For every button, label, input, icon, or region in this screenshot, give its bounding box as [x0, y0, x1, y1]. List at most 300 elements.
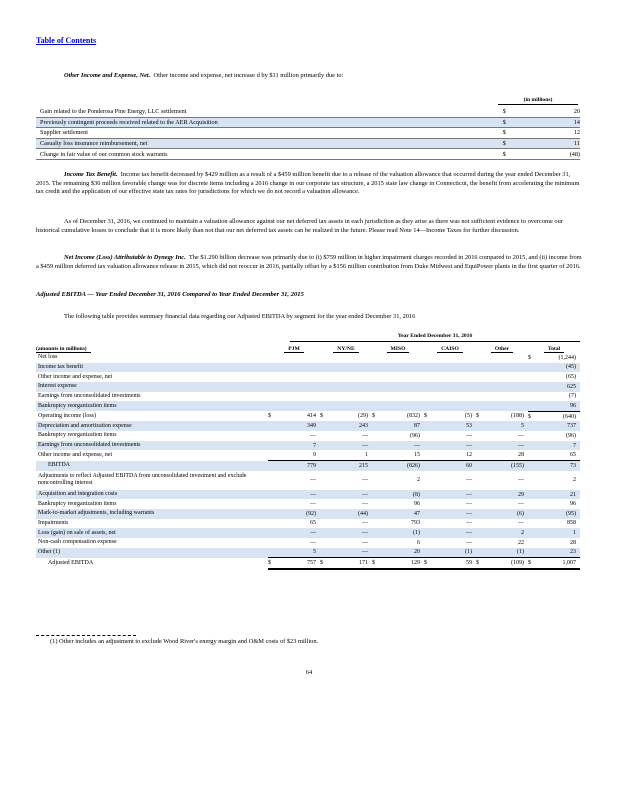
cell-pjm — [278, 382, 320, 392]
currency-symbol — [372, 538, 382, 548]
currency-symbol — [528, 401, 538, 411]
col-header-total: Total — [528, 344, 580, 353]
cell-miso: (96) — [410, 432, 420, 439]
row-label: Other income and expense, net — [38, 373, 113, 380]
currency-symbol — [424, 471, 434, 490]
currency-symbol — [528, 471, 538, 490]
table-of-contents-link[interactable]: Table of Contents — [36, 36, 97, 45]
footnote: (1) Other includes an adjustment to exclude Wood River's energy margin and O&M costs of $23 million. — [50, 638, 319, 645]
currency-symbol — [320, 499, 330, 509]
cell-pjm: 414 — [307, 413, 316, 420]
cell-nyne: — — [330, 528, 372, 538]
cell-total: (45) — [538, 363, 580, 373]
currency-symbol — [528, 372, 538, 382]
table-row — [36, 509, 580, 519]
cell-nyne: 243 — [330, 421, 372, 431]
other-income-unit: (in millions) — [498, 97, 578, 105]
currency-symbol: $ — [503, 107, 526, 117]
currency-symbol — [528, 450, 538, 460]
col-header-miso: MISO — [372, 344, 424, 353]
row-label: Income tax benefit — [36, 363, 268, 373]
currency-symbol — [476, 490, 486, 500]
cell-nyne: — — [330, 548, 372, 558]
row-label: Adjusted EBITDA — [48, 559, 94, 566]
table-row — [36, 353, 580, 363]
cell-miso — [382, 363, 424, 373]
cell-other — [486, 363, 528, 373]
ebitda-header-row — [36, 344, 580, 353]
currency-symbol — [424, 548, 434, 558]
currency-symbol: $ — [372, 558, 382, 569]
col-header-caiso: CAISO — [424, 344, 476, 353]
currency-symbol: $ — [320, 413, 323, 420]
cell-total: (65) — [566, 374, 576, 381]
currency-symbol — [320, 490, 330, 500]
currency-symbol: $ — [503, 149, 526, 160]
currency-symbol — [320, 363, 330, 373]
footnote-rule — [36, 635, 136, 636]
cell-nyne — [330, 353, 372, 363]
cell-total: 96 — [570, 501, 576, 508]
cell-miso: (832) — [407, 413, 420, 420]
cell-nyne — [330, 363, 372, 373]
currency-symbol — [268, 519, 278, 529]
currency-symbol — [372, 461, 382, 471]
currency-symbol — [320, 441, 330, 451]
cell-caiso: — — [466, 539, 472, 546]
table-row — [36, 471, 580, 490]
currency-symbol — [268, 363, 278, 373]
cell-pjm: 65 — [310, 520, 316, 527]
currency-symbol — [268, 548, 278, 558]
cell-other: (109) — [486, 558, 528, 569]
cell-caiso: (1) — [434, 548, 476, 558]
cell-nyne — [330, 372, 372, 382]
currency-symbol — [372, 441, 382, 451]
cell-miso: (8) — [382, 490, 424, 500]
cell-miso — [382, 401, 424, 411]
currency-symbol — [476, 461, 486, 471]
currency-symbol — [424, 392, 434, 402]
currency-symbol — [372, 392, 382, 402]
cell-total: 737 — [538, 421, 580, 431]
cell-total: (96) — [566, 432, 576, 439]
other-income-row — [36, 117, 580, 128]
cell-pjm — [278, 401, 320, 411]
cell-other — [486, 372, 528, 382]
currency-symbol — [372, 401, 382, 411]
currency-symbol — [476, 538, 486, 548]
currency-symbol — [424, 519, 434, 529]
cell-total: 65 — [538, 450, 580, 460]
row-value: 11 — [525, 138, 580, 149]
cell-miso: (1) — [382, 528, 424, 538]
cell-total: 1,007 — [538, 558, 580, 569]
row-value: 12 — [525, 128, 580, 139]
cell-nyne: 171 — [330, 558, 372, 569]
cell-pjm — [278, 392, 320, 402]
currency-symbol — [268, 353, 278, 363]
cell-other — [486, 382, 528, 392]
currency-symbol — [528, 363, 538, 373]
cell-miso: 2 — [417, 477, 420, 484]
cell-other: 2 — [486, 528, 528, 538]
cell-caiso: 53 — [434, 421, 476, 431]
cell-pjm: — — [310, 501, 316, 508]
currency-symbol — [528, 519, 538, 529]
currency-symbol — [320, 431, 330, 441]
row-label: Net loss — [38, 354, 58, 361]
currency-symbol — [424, 431, 434, 441]
currency-symbol — [268, 421, 278, 431]
cell-other: — — [486, 441, 528, 451]
row-label: Earnings from unconsolidated investments — [36, 441, 268, 451]
page-number: 64 — [305, 669, 313, 676]
other-income-text: Other income and expense, net increase d by $11 million primarily due to: — [153, 72, 344, 79]
cell-caiso: (5) — [465, 413, 472, 420]
col-header-pjm: PJM — [268, 344, 320, 353]
currency-symbol — [476, 450, 486, 460]
period-underline — [290, 341, 580, 342]
ebitda-period-header: Year Ended December 31, 2016 — [397, 333, 473, 339]
cell-pjm — [278, 372, 320, 382]
row-label: Depreciation and amortization expense — [36, 421, 268, 431]
cell-other: 29 — [486, 490, 528, 500]
currency-symbol — [268, 509, 278, 519]
cell-miso — [382, 392, 424, 402]
cell-pjm: 7 — [278, 441, 320, 451]
cell-caiso: — — [434, 490, 476, 500]
cell-caiso: 60 — [434, 461, 476, 471]
row-label: Other (1) — [36, 548, 268, 558]
currency-symbol — [372, 471, 382, 490]
row-label: Previously contingent proceeds received related to the AER Acquisition — [36, 117, 503, 128]
cell-miso: 20 — [382, 548, 424, 558]
row-label: Supplier settlement — [36, 128, 503, 139]
currency-symbol — [320, 461, 330, 471]
cell-other: — — [518, 520, 524, 527]
cell-total: (7) — [569, 393, 576, 400]
other-income-row — [36, 149, 580, 160]
currency-symbol — [528, 421, 538, 431]
cell-other: (155) — [486, 461, 528, 471]
cell-miso: (826) — [382, 461, 424, 471]
row-value: 20 — [525, 107, 580, 117]
cell-pjm — [278, 363, 320, 373]
cell-caiso — [434, 382, 476, 392]
row-label: Mark-to-market adjustments, including warrants — [36, 509, 268, 519]
cell-other: 5 — [486, 421, 528, 431]
table-row — [36, 499, 580, 509]
cell-pjm: 349 — [278, 421, 320, 431]
currency-symbol — [476, 353, 486, 363]
cell-nyne: — — [362, 432, 368, 439]
cell-caiso: 59 — [434, 558, 476, 569]
currency-symbol — [268, 431, 278, 441]
currency-symbol — [268, 471, 278, 490]
cell-caiso: — — [466, 520, 472, 527]
cell-miso: 129 — [382, 558, 424, 569]
currency-symbol — [424, 461, 434, 471]
table-row — [36, 392, 580, 402]
currency-symbol — [268, 490, 278, 500]
currency-symbol — [268, 499, 278, 509]
cell-other — [486, 401, 528, 411]
cell-total: 7 — [538, 441, 580, 451]
cell-miso: 793 — [411, 520, 420, 527]
cell-other: — — [518, 432, 524, 439]
cell-other: (1) — [486, 548, 528, 558]
cell-other: 28 — [486, 450, 528, 460]
currency-symbol: $ — [528, 558, 538, 569]
currency-symbol — [268, 461, 278, 471]
currency-symbol — [528, 382, 538, 392]
cell-total: 23 — [538, 548, 580, 558]
currency-symbol — [476, 471, 486, 490]
cell-pjm: — — [310, 432, 316, 439]
cell-total: (1,244) — [558, 354, 576, 361]
currency-symbol — [476, 499, 486, 509]
ebitda-table — [36, 344, 580, 570]
cell-nyne: — — [362, 477, 368, 484]
cell-pjm: — — [310, 477, 316, 484]
cell-caiso: — — [434, 528, 476, 538]
currency-symbol — [476, 382, 486, 392]
cell-other: — — [518, 477, 524, 484]
adjusted-ebitda-heading: Adjusted EBITDA — Year Ended December 31, 2016 Compared to Year Ended December 31, 2015 — [36, 291, 304, 298]
row-label: Bankruptcy reorganization items — [38, 432, 117, 439]
table-row — [36, 519, 580, 529]
row-label: Gain related to the Ponderosa Pine Energy, LLC settlement — [36, 107, 503, 117]
table-row — [36, 558, 580, 569]
currency-symbol — [476, 363, 486, 373]
currency-symbol — [424, 450, 434, 460]
income-tax-paragraph — [36, 171, 584, 197]
currency-symbol: $ — [528, 354, 531, 361]
currency-symbol — [372, 363, 382, 373]
cell-miso: 15 — [382, 450, 424, 460]
cell-nyne: 215 — [330, 461, 372, 471]
cell-total: 858 — [567, 520, 576, 527]
cell-miso — [382, 382, 424, 392]
cell-pjm: — — [310, 539, 316, 546]
table-row — [36, 490, 580, 500]
row-label: Non-cash compensation expense — [38, 539, 117, 546]
currency-symbol — [528, 548, 538, 558]
currency-symbol — [424, 499, 434, 509]
currency-symbol: $ — [503, 138, 526, 149]
currency-symbol — [268, 392, 278, 402]
row-label: Bankruptcy reorganization items — [36, 401, 268, 411]
currency-symbol: $ — [476, 558, 486, 569]
currency-symbol — [424, 401, 434, 411]
currency-symbol — [372, 499, 382, 509]
currency-symbol — [320, 528, 330, 538]
currency-symbol — [476, 509, 486, 519]
col-header-nyne: NY/NE — [320, 344, 372, 353]
cell-miso — [382, 353, 424, 363]
row-label: Other income and expense, net — [38, 451, 113, 458]
cell-miso: 47 — [382, 509, 424, 519]
currency-symbol: $ — [268, 413, 271, 420]
currency-symbol — [424, 528, 434, 538]
cell-caiso: 12 — [434, 450, 476, 460]
currency-symbol — [424, 353, 434, 363]
currency-symbol: $ — [268, 558, 278, 569]
currency-symbol — [476, 528, 486, 538]
currency-symbol — [528, 441, 538, 451]
cell-nyne: (44) — [330, 509, 372, 519]
cell-nyne: — — [362, 520, 368, 527]
row-value: (48) — [525, 149, 580, 160]
cell-pjm: 5 — [278, 548, 320, 558]
cell-total: 96 — [538, 401, 580, 411]
cell-caiso: — — [466, 477, 472, 484]
cell-nyne: — — [330, 441, 372, 451]
row-label: Interest expense — [36, 382, 268, 392]
cell-total: 625 — [538, 382, 580, 392]
cell-pjm — [278, 353, 320, 363]
ebitda-intro: The following table provides summary financial data regarding our Adjusted EBITDA by segment for the year ended December 31, 2016 — [64, 313, 416, 320]
cell-other: (188) — [511, 413, 524, 420]
cell-nyne: — — [330, 490, 372, 500]
cell-miso — [382, 372, 424, 382]
table-row — [36, 548, 580, 558]
cell-total: 1 — [538, 528, 580, 538]
currency-symbol — [476, 421, 486, 431]
cell-pjm: 779 — [278, 461, 320, 471]
currency-symbol — [268, 401, 278, 411]
table-row — [36, 431, 580, 441]
cell-miso: 6 — [417, 539, 420, 546]
currency-symbol — [424, 421, 434, 431]
currency-symbol — [320, 372, 330, 382]
currency-symbol: $ — [503, 128, 526, 139]
currency-symbol — [476, 401, 486, 411]
currency-symbol — [320, 471, 330, 490]
cell-total: 2 — [573, 477, 576, 484]
row-label: Adjustments to reflect Adjusted EBITDA from unconsolidated investment and exclude noncontrolling interest — [38, 473, 247, 487]
other-income-row — [36, 128, 580, 139]
table-row — [36, 450, 580, 460]
table-row — [36, 363, 580, 373]
row-value: 14 — [525, 117, 580, 128]
currency-symbol — [424, 372, 434, 382]
currency-symbol — [372, 421, 382, 431]
col-header-other: Other — [476, 344, 528, 353]
currency-symbol — [424, 382, 434, 392]
currency-symbol: $ — [503, 117, 526, 128]
cell-nyne: — — [362, 539, 368, 546]
row-label: Loss (gain) on sale of assets, net — [36, 528, 268, 538]
currency-symbol — [476, 548, 486, 558]
cell-nyne — [330, 392, 372, 402]
currency-symbol: $ — [372, 413, 375, 420]
currency-symbol — [372, 519, 382, 529]
cell-nyne: — — [362, 501, 368, 508]
currency-symbol — [424, 490, 434, 500]
cell-other — [486, 392, 528, 402]
cell-pjm: — — [278, 528, 320, 538]
currency-symbol — [372, 528, 382, 538]
row-label: Change in fair value of our common stock warrants — [36, 149, 503, 160]
currency-symbol — [268, 372, 278, 382]
net-income-text: The $1.290 billion decrease was primarily due to (i) $759 million in higher impairment charges recorded in 2016 compared to 2015, and (ii) income from a $459 million deferred tax valuation allowance release in 2015, which did not reoccur in 2016, partially offset by a $156 million contribution from Duke Midwest and EquiPower plants in the first quarter of 2016. — [36, 254, 582, 270]
cell-pjm: 757 — [278, 558, 320, 569]
currency-symbol — [528, 509, 538, 519]
other-income-table — [36, 107, 580, 160]
row-label: Bankruptcy reorganization items — [38, 500, 117, 507]
table-row — [36, 421, 580, 431]
cell-total: 73 — [538, 461, 580, 471]
cell-caiso: — — [434, 441, 476, 451]
currency-symbol — [424, 509, 434, 519]
table-row — [36, 538, 580, 548]
cell-caiso: — — [466, 432, 472, 439]
currency-symbol — [320, 519, 330, 529]
row-label: Earnings from unconsolidated investments — [38, 392, 141, 399]
currency-symbol — [476, 392, 486, 402]
currency-symbol: $ — [528, 413, 531, 420]
cell-total: 28 — [570, 539, 576, 546]
col-header-amounts: (amounts in millions) — [36, 344, 268, 353]
cell-pjm: (92) — [278, 509, 320, 519]
cell-total: 21 — [538, 490, 580, 500]
currency-symbol — [372, 490, 382, 500]
currency-symbol — [320, 392, 330, 402]
currency-symbol — [320, 538, 330, 548]
cell-miso: 96 — [414, 501, 420, 508]
table-row — [36, 401, 580, 411]
currency-symbol — [372, 353, 382, 363]
cell-caiso: — — [466, 501, 472, 508]
currency-symbol — [528, 392, 538, 402]
cell-other: — — [518, 501, 524, 508]
table-row — [36, 528, 580, 538]
cell-nyne: (29) — [358, 413, 368, 420]
cell-caiso — [434, 353, 476, 363]
cell-total: (95) — [538, 509, 580, 519]
cell-pjm: 9 — [278, 450, 320, 460]
currency-symbol — [424, 538, 434, 548]
currency-symbol: $ — [424, 558, 434, 569]
currency-symbol — [268, 538, 278, 548]
income-tax-heading: Income Tax Benefit. — [64, 171, 118, 178]
currency-symbol — [372, 450, 382, 460]
income-tax-text: Income tax benefit decreased by $429 million as a result of a $459 million benefit due to a release of the valuation allowance that occurred during the year ended December 31, 2015. The remaining $30 million favorable change was for discrete items including a 2016 change in our corporate tax structure, a 2015 state law change in Connecticut, the benefit from accelerating the minimum tax credit and the application of our effective state tax rates for jurisdictions for which we do not record a valuation allowance. — [36, 171, 580, 196]
cell-caiso — [434, 401, 476, 411]
cell-miso: — — [382, 441, 424, 451]
cell-caiso — [434, 363, 476, 373]
currency-symbol — [528, 490, 538, 500]
currency-symbol — [320, 353, 330, 363]
currency-symbol — [268, 441, 278, 451]
cell-other — [486, 353, 528, 363]
cell-total: (640) — [563, 413, 576, 420]
other-income-heading: Other Income and Expense, Net. — [64, 72, 151, 79]
cell-caiso — [434, 392, 476, 402]
currency-symbol: $ — [320, 558, 330, 569]
currency-symbol — [476, 441, 486, 451]
currency-symbol — [528, 499, 538, 509]
currency-symbol — [424, 363, 434, 373]
other-income-row — [36, 138, 580, 149]
cell-caiso: — — [434, 509, 476, 519]
net-income-paragraph — [36, 254, 584, 271]
valuation-allowance-paragraph: As of December 31, 2016, we continued to maintain a valuation allowance against our net deferred tax assets in each jurisdiction as they arise as there was not sufficient evidence to overcome our historical cumulative losses to conclude that it is more likely than not that our net deferred tax assets can be realized in the future. Please read Note 14—Income Taxes for further discussion. — [36, 218, 563, 234]
currency-symbol — [320, 450, 330, 460]
cell-other: (6) — [486, 509, 528, 519]
